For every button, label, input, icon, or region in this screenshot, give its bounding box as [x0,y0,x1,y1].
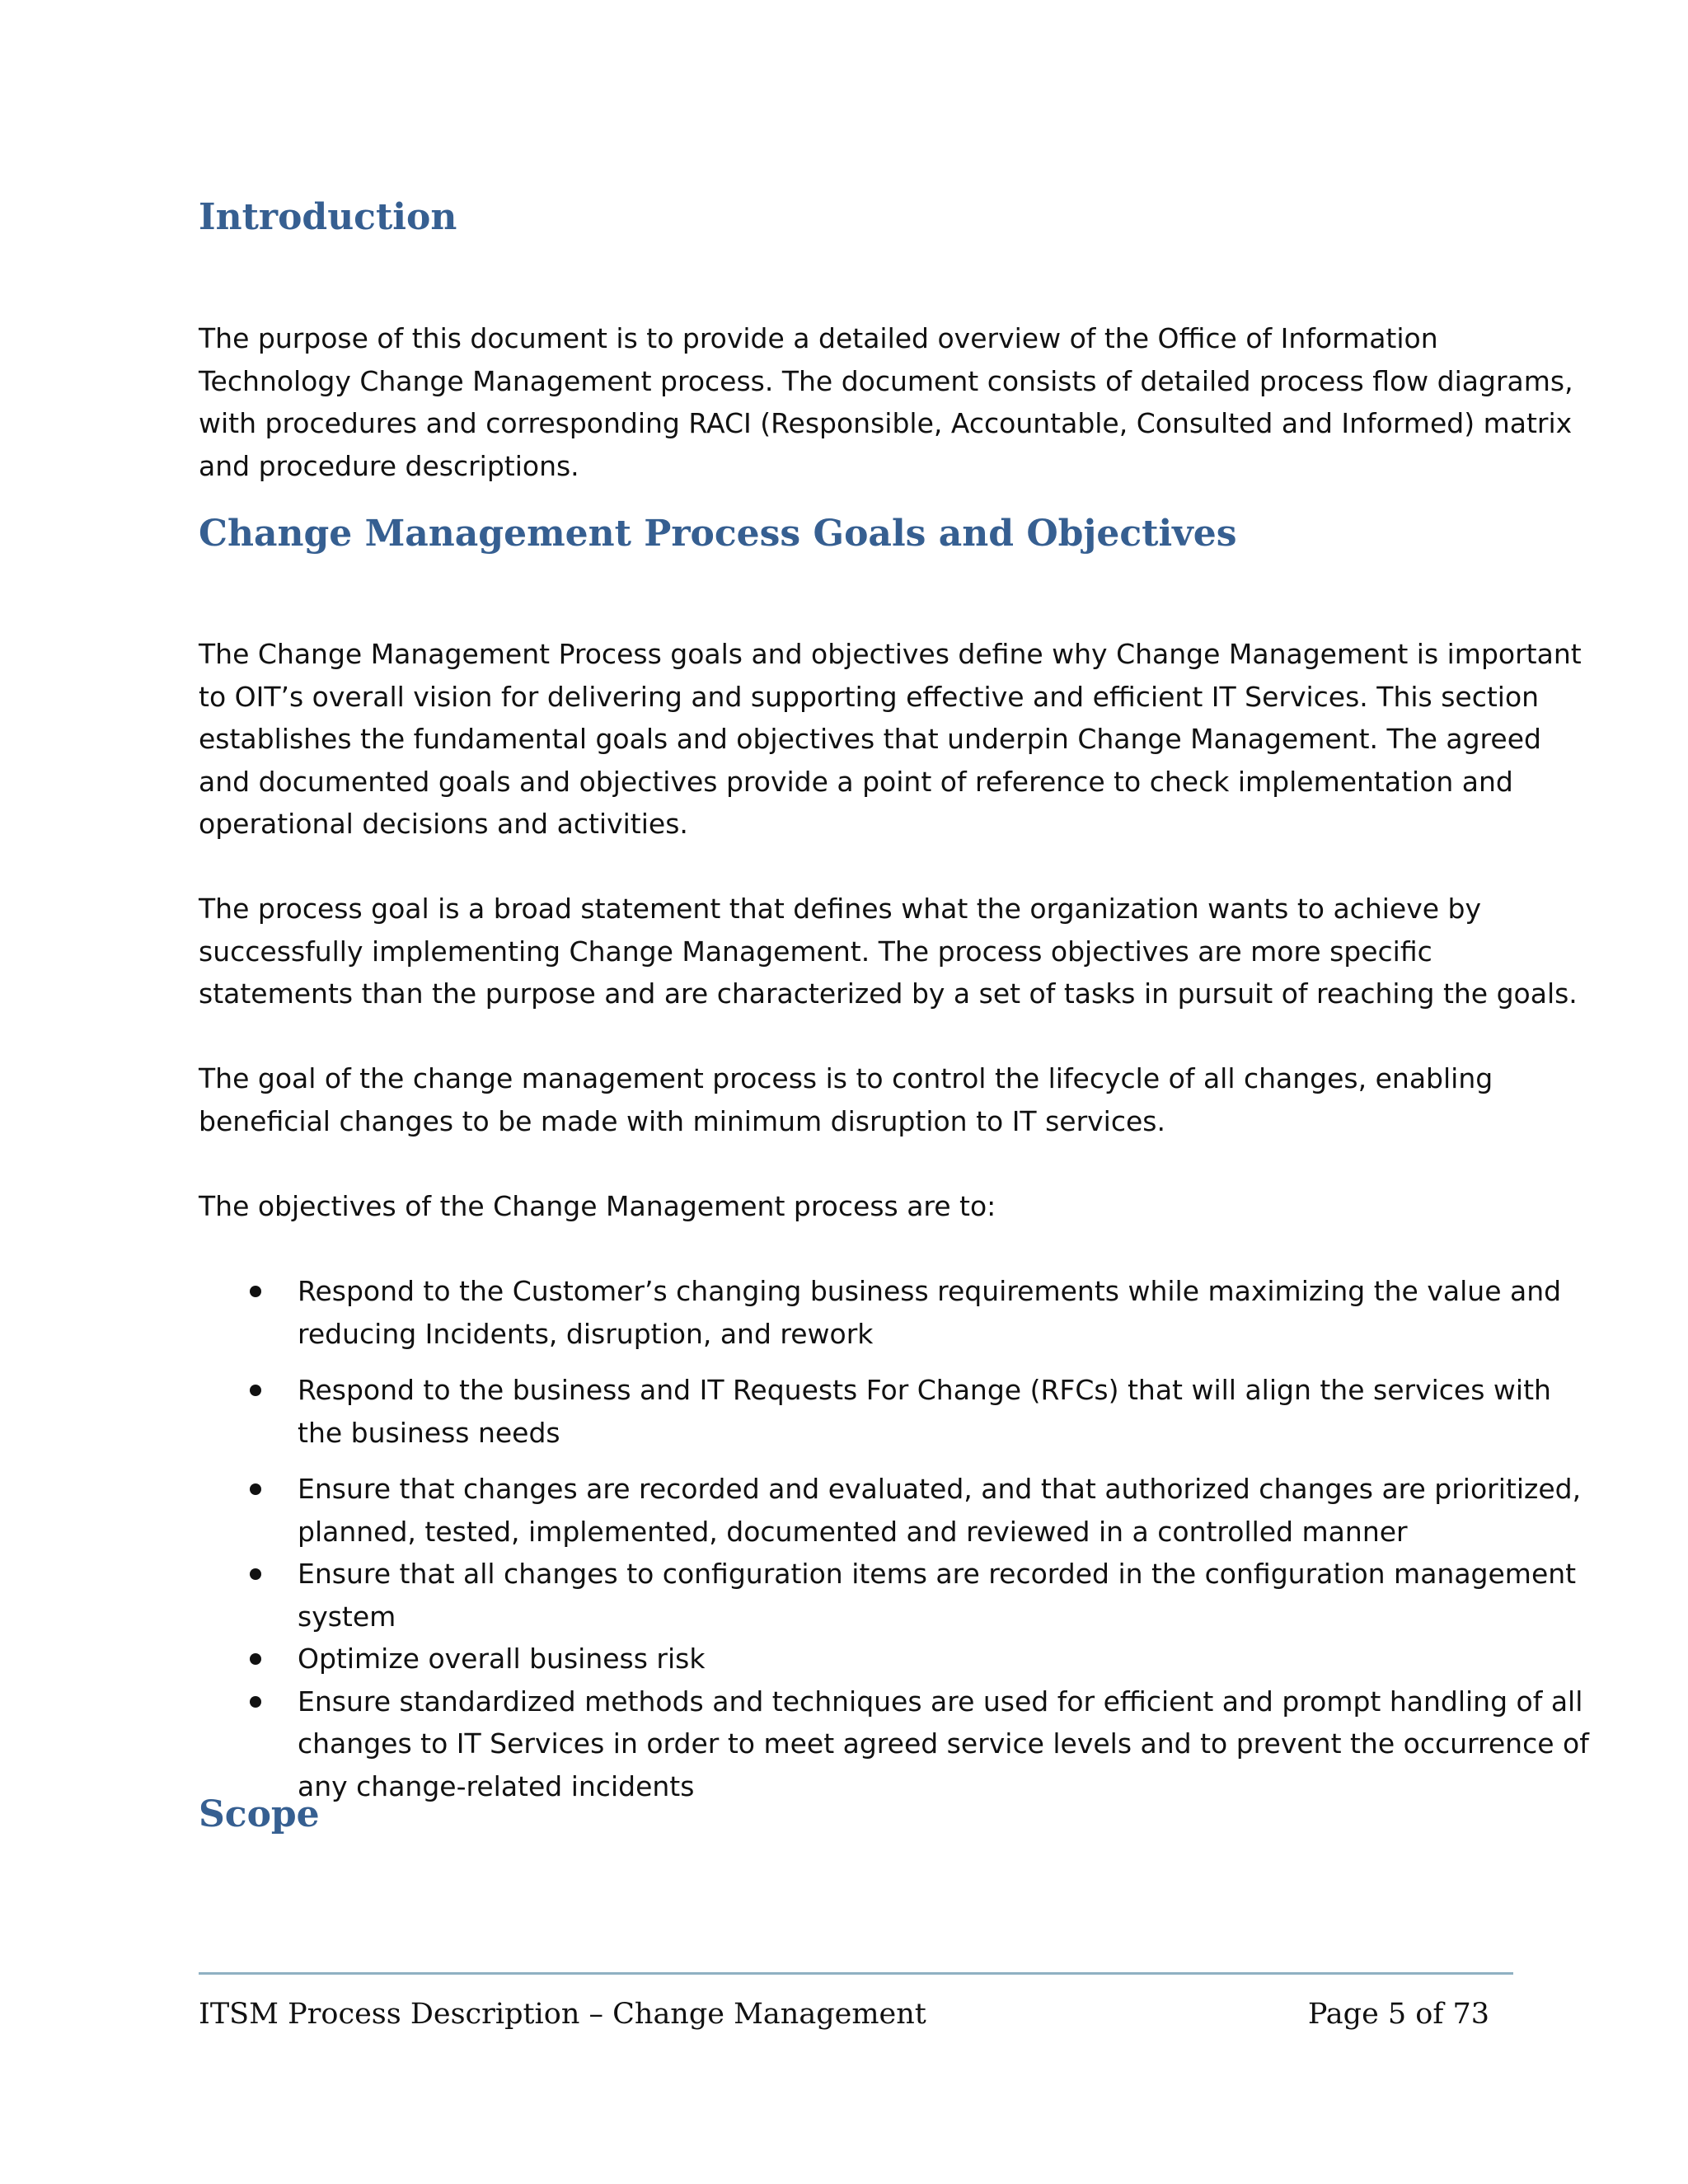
bullet-icon [250,1483,261,1495]
objectives-intro: The objectives of the Change Management process are to: [199,1189,996,1222]
scope-heading: Scope [199,1793,320,1835]
list-item-text: Respond to the business and IT Requests For Change (RFCs) that will align the services with the business needs [298,1374,1551,1449]
bullet-icon [250,1568,261,1580]
goals-paragraph-2: The process goal is a broad statement that defines what the organization wants to achieve by successfully implementing Change Management. The process objectives are more specific statements than the purpose and are characterized by a set of tasks in pursuit of reaching the goals. [199,893,1578,1010]
goals-heading: Change Management Process Goals and Objectives [199,513,1237,555]
list-item-text: Ensure that changes are recorded and evaluated, and that authorized changes are prioritized, planned, tested, implemented, documented and reviewed in a controlled manner [298,1473,1582,1548]
objectives-list [199,1270,1592,1807]
list-item [199,1638,1592,1680]
list-item-text: Ensure standardized methods and techniques are used for efficient and prompt handling of all changes to IT Services in order to meet agreed service levels and to prevent the occurrence of any change-related incidents [298,1685,1589,1802]
introduction-section [199,317,1592,487]
footer-title: ITSM Process Description – Change Management [199,1998,926,2031]
list-item [199,1553,1592,1638]
list-item-text: Optimize overall business risk [298,1643,706,1675]
list-item [199,1468,1592,1553]
list-item [199,1270,1592,1355]
introduction-paragraph: The purpose of this document is to provide a detailed overview of the Office of Information Technology Change Management process. The document consists of detailed process flow diagrams, with procedures and corresponding RACI (Responsible, Accountable, Consulted and Informed) matrix and procedure descriptions. [199,322,1573,482]
page-number: Page 5 of 73 [1307,1998,1489,2031]
footer-divider [199,1972,1513,1975]
list-item [199,1369,1592,1454]
bullet-icon [250,1696,261,1708]
introduction-heading: Introduction [199,196,457,238]
list-item [199,1680,1592,1808]
list-item-text: Ensure that all changes to configuration items are recorded in the configuration management system [298,1558,1577,1633]
list-item-text: Respond to the Customer’s changing business requirements while maximizing the value and reducing Incidents, disruption, and rework [298,1275,1562,1350]
bullet-icon [250,1385,261,1396]
bullet-icon [250,1286,261,1297]
bullet-icon [250,1653,261,1665]
goals-paragraph-1: The Change Management Process goals and objectives define why Change Management is important to OIT’s overall vision for delivering and supporting effective and efficient IT Services. This section establishes the fundamental goals and objectives that underpin Change Management. The agreed and documented goals and objectives provide a point of reference to check implementation and operational decisions and activities. [199,638,1582,840]
goals-section [199,633,1592,1807]
goals-paragraph-3: The goal of the change management process is to control the lifecycle of all changes, enabling beneficial changes to be made with minimum disruption to IT services. [199,1062,1493,1137]
